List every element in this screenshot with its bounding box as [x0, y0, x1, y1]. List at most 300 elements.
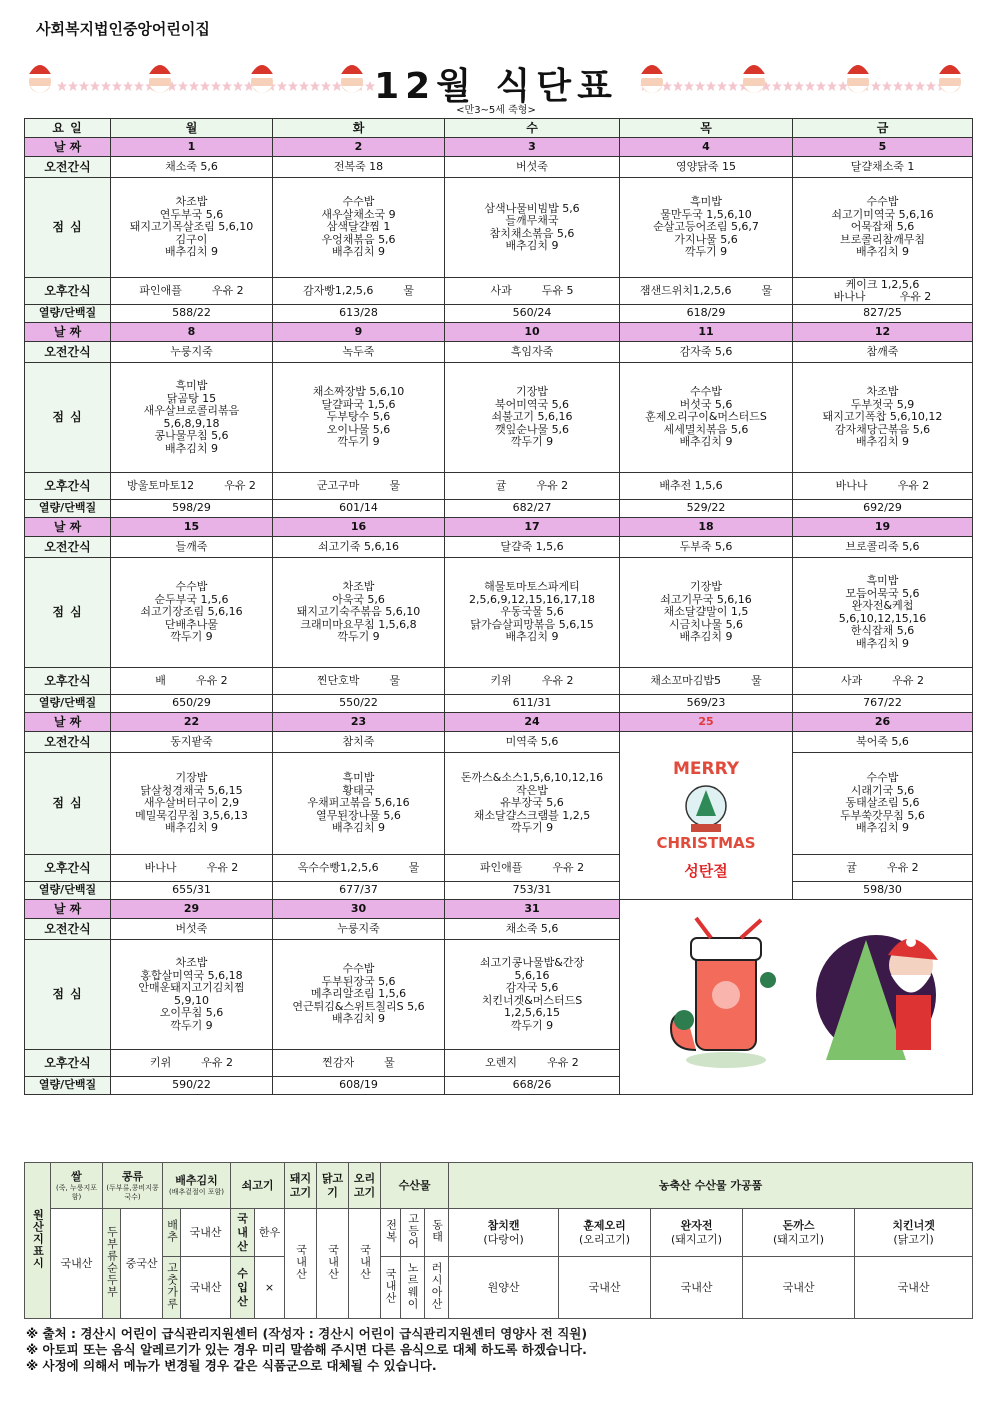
- date-cell: 17: [445, 518, 620, 537]
- date-cell: 19: [793, 518, 973, 537]
- am-snack-cell: 참치죽: [273, 732, 445, 753]
- row-label-date: 날 짜: [25, 900, 111, 919]
- menu-table: [24, 118, 973, 1095]
- lunch-item: 배추김치 9: [856, 435, 909, 449]
- beans-side: 두부류순두부: [103, 1209, 121, 1319]
- processed-value-3: 국내산: [743, 1257, 855, 1319]
- kimchi-pepper: 고춧가루: [163, 1257, 181, 1319]
- lunch-cell: [273, 753, 445, 855]
- seafood-value-2: 러시아산: [425, 1257, 449, 1319]
- processed-value-4: 국내산: [855, 1257, 973, 1319]
- lunch-item: 수수밥: [866, 195, 899, 209]
- pm-snack-cell: [273, 473, 445, 500]
- date-cell: 3: [445, 138, 620, 157]
- date-cell: 22: [111, 713, 273, 732]
- lunch-item: 5,6,16: [514, 968, 550, 982]
- date-cell: 24: [445, 713, 620, 732]
- lunch-item: 삼색달걀찜 1: [326, 220, 391, 234]
- pm-snack-cell: [111, 278, 273, 305]
- note-source: ※ 출처 : 경산시 어린이 급식관리지원센터 (작성자 : 경산시 어린이 급식관리지원센터 영양사 전 직원): [26, 1326, 588, 1341]
- lunch-item: 치킨너겟&머스터드S: [481, 993, 583, 1007]
- date-cell: 18: [620, 518, 793, 537]
- lunch-item: 돼지고기숙주볶음 5,6,10: [296, 605, 421, 619]
- pm-snack-item: 오렌지: [485, 1055, 518, 1069]
- kcal-cell: 613/28: [273, 305, 445, 323]
- origin-side-label: 원산지표시: [25, 1163, 51, 1319]
- pm-snack-item: 잼샌드위치1,2,5,6: [639, 283, 732, 297]
- lunch-cell: [273, 178, 445, 278]
- pm-snack-item: 바나나: [835, 478, 868, 492]
- pm-snack-item: 찐단호박: [316, 673, 360, 687]
- christmas-holiday-cell: [620, 732, 793, 900]
- kcal-cell: 529/22: [620, 500, 793, 518]
- row-label-lunch: 점 심: [25, 363, 111, 473]
- pm-snack-drink: 우유 2: [195, 673, 228, 687]
- pm-snack-drink: 우유 2: [206, 860, 239, 874]
- row-label-date: 날 짜: [25, 713, 111, 732]
- lunch-item: 어묵잡채 5,6: [850, 220, 915, 234]
- lunch-item: 메밀묵김무침 3,5,6,13: [135, 808, 248, 822]
- am-snack-cell: 동지팥죽: [111, 732, 273, 753]
- pm-snack-item: 감자빵1,2,5,6: [302, 283, 374, 297]
- pm-snack-cell: [111, 473, 273, 500]
- pm-snack-drink: 우유 2: [897, 478, 930, 492]
- lunch-cell: [445, 753, 620, 855]
- date-cell: 30: [273, 900, 445, 919]
- lunch-cell: [273, 363, 445, 473]
- kimchi-pepper-value: 국내산: [181, 1257, 231, 1319]
- pm-snack-drink: 우유 2: [541, 673, 574, 687]
- pm-snack-drink: 우유 2: [899, 290, 932, 303]
- note-allergy: ※ 아토피 또는 음식 알레르기가 있는 경우 미리 말씀해 주시면 다른 음식으로 대체 하도록 하겠습니다.: [26, 1342, 587, 1357]
- lunch-item: 돈까스&소스1,5,6,10,12,16: [460, 771, 604, 785]
- date-cell: 8: [111, 323, 273, 342]
- kcal-cell: 682/27: [445, 500, 620, 518]
- lunch-item: 완자전&케첩: [851, 599, 914, 612]
- lunch-item: 우엉채볶음 5,6: [321, 232, 396, 246]
- row-label-am-snack: 오전간식: [25, 157, 111, 178]
- lunch-item: 홍합살미역국 5,6,18: [140, 968, 243, 982]
- christmas-globe-icon: [651, 754, 761, 854]
- pm-snack-cell: [273, 668, 445, 695]
- pm-snack-item: 파인애플: [479, 860, 523, 874]
- am-snack-cell: 채소죽 5,6: [111, 157, 273, 178]
- weekday-header: 금: [793, 119, 973, 138]
- lunch-cell: [793, 753, 973, 855]
- pm-snack-item: 배추전 1,5,6: [659, 478, 723, 492]
- kcal-cell: 601/14: [273, 500, 445, 518]
- lunch-item: 우동국물 5,6: [500, 605, 564, 619]
- kcal-cell: 588/22: [111, 305, 273, 323]
- beans-value: 중국산: [121, 1209, 163, 1319]
- lunch-item: 배추김치 9: [856, 821, 909, 835]
- lunch-item: 시금치나물 5,6: [668, 617, 744, 631]
- am-snack-cell: 달걀채소죽 1: [793, 157, 973, 178]
- lunch-item: 배추김치 9: [505, 239, 559, 252]
- kimchi-cabbage-value: 국내산: [181, 1209, 231, 1257]
- date-cell: 1: [111, 138, 273, 157]
- lunch-item: 차조밥: [342, 580, 375, 594]
- lunch-item: 연두부국 5,6: [159, 207, 224, 221]
- beef-domestic: 국내산: [231, 1209, 255, 1257]
- kcal-cell: 560/24: [445, 305, 620, 323]
- lunch-item: 깍두기 9: [510, 1018, 554, 1032]
- lunch-item: 수수밥: [175, 580, 208, 594]
- row-label-pm-snack: 오후간식: [25, 278, 111, 305]
- christmas-illustration-cell: [620, 900, 973, 1095]
- lunch-item: 배추김치 9: [505, 630, 559, 644]
- kimchi-cabbage: 배추: [163, 1209, 181, 1257]
- lunch-item: 두부젓국 5,9: [850, 397, 915, 411]
- processed-value-2: 국내산: [651, 1257, 743, 1319]
- date-cell: 5: [793, 138, 973, 157]
- lunch-item: 김구이: [175, 232, 208, 246]
- lunch-item: 물만두국 1,5,6,10: [660, 207, 752, 221]
- beans-head: 콩류 (두부류,콩비지콩국수): [103, 1163, 163, 1209]
- lunch-item: 새우살버터구이 2,9: [143, 796, 240, 810]
- lunch-item: 시래기국 5,6: [850, 783, 915, 797]
- lunch-item: 배추김치 9: [332, 1012, 385, 1026]
- pm-snack-item: 귤: [846, 860, 857, 874]
- lunch-item: 돼지고기목살조림 5,6,10: [129, 220, 254, 234]
- kcal-cell: 598/30: [793, 882, 973, 900]
- seafood-value-0: 국내산: [381, 1257, 401, 1319]
- beef-import: 수입산: [231, 1257, 255, 1319]
- lunch-cell: [620, 178, 793, 278]
- lunch-item: 콩나물무침 5,6: [154, 429, 229, 442]
- pm-snack-item: 키위: [149, 1055, 172, 1069]
- lunch-item: 감자채당근볶음 5,6: [834, 422, 931, 436]
- lunch-item: 배추김치 9: [856, 636, 909, 650]
- pm-snack-drink: 우유 2: [547, 1055, 579, 1069]
- row-label-lunch: 점 심: [25, 753, 111, 855]
- am-snack-cell: 녹두죽: [273, 342, 445, 363]
- lunch-cell: [111, 363, 273, 473]
- lunch-item: 세세멸치볶음 5,6: [663, 422, 749, 436]
- row-label-lunch: 점 심: [25, 558, 111, 668]
- date-cell: 10: [445, 323, 620, 342]
- lunch-cell: [273, 558, 445, 668]
- lunch-item: 메추리알조림 1,5,6: [310, 987, 407, 1001]
- processed-item-1: 훈제오리 (오리고기): [559, 1209, 651, 1257]
- pm-snack-item: 키위: [490, 673, 512, 687]
- pm-snack-drink: 우유 2: [892, 673, 924, 687]
- am-snack-cell: 감자죽 5,6: [620, 342, 793, 363]
- lunch-item: 흑미밥: [690, 195, 722, 209]
- pm-snack-cell: [273, 1050, 445, 1077]
- pork-value: 국내산: [285, 1209, 317, 1319]
- lunch-item: 오이나물 5,6: [326, 422, 391, 436]
- am-snack-cell: 두부죽 5,6: [620, 537, 793, 558]
- processed-item-0: 참치캔 (다랑어): [449, 1209, 559, 1257]
- pm-snack-drink: 물: [403, 283, 414, 297]
- seafood-item-0: 전복: [381, 1209, 401, 1257]
- lunch-cell: [111, 558, 273, 668]
- lunch-cell: [445, 363, 620, 473]
- pm-snack-drink: 물: [408, 860, 420, 874]
- pm-snack-cell: [273, 855, 445, 882]
- rice-head: 쌀 (죽, 누룽지포함): [51, 1163, 103, 1209]
- pm-snack-cell: [273, 278, 445, 305]
- lunch-item: 오이무침 5,6: [159, 1006, 224, 1019]
- row-label-lunch: 점 심: [25, 178, 111, 278]
- lunch-item: 기장밥: [175, 771, 208, 785]
- lunch-item: 두부탕수 5,6: [326, 410, 391, 424]
- lunch-cell: [445, 940, 620, 1050]
- processed-value-1: 국내산: [559, 1257, 651, 1319]
- pm-snack-cell: [793, 278, 973, 305]
- pm-snack-cell: [111, 855, 273, 882]
- lunch-item: 차조밥: [175, 195, 208, 209]
- pm-snack-drink: 물: [761, 283, 773, 297]
- lunch-item: 수수밥: [342, 195, 375, 209]
- lunch-item: 단배추나물: [164, 617, 219, 631]
- pm-snack-item: 사과: [490, 283, 512, 297]
- lunch-item: 열무된장나물 5,6: [316, 808, 401, 822]
- lunch-cell: [111, 940, 273, 1050]
- pm-snack-item: 사과: [840, 673, 863, 687]
- am-snack-cell: 버섯죽: [111, 919, 273, 940]
- date-cell: 15: [111, 518, 273, 537]
- kimchi-head: 배추김치 (배추겉절이 포함): [163, 1163, 231, 1209]
- kcal-cell: 677/37: [273, 882, 445, 900]
- lunch-item: 기장밥: [690, 580, 722, 594]
- lunch-item: 수수밥: [690, 385, 722, 399]
- kcal-cell: 611/31: [445, 695, 620, 713]
- pm-snack-item: 귤: [495, 478, 507, 492]
- date-cell: 26: [793, 713, 973, 732]
- pm-snack-drink: 물: [384, 1055, 395, 1069]
- lunch-item: 해물토마토스파게티: [484, 580, 580, 594]
- lunch-item: 돼지고기폭찹 5,6,10,12: [822, 410, 943, 424]
- kcal-cell: 550/22: [273, 695, 445, 713]
- duck-value: 국내산: [349, 1209, 381, 1319]
- lunch-item: 우채퍼고볶음 5,6,16: [307, 796, 410, 810]
- lunch-item: 배추김치 9: [679, 630, 733, 644]
- holiday-label: 성탄절: [684, 862, 728, 880]
- row-label-pm-snack: 오후간식: [25, 473, 111, 500]
- processed-value-0: 원양산: [449, 1257, 559, 1319]
- weekday-header: 목: [620, 119, 793, 138]
- christmas-decoration-icon: [636, 900, 956, 1090]
- pm-snack-drink: 물: [389, 673, 401, 687]
- lunch-item: 깍두기 9: [337, 630, 380, 644]
- lunch-item: 2,5,6,9,12,15,16,17,18: [469, 592, 595, 606]
- lunch-item: 쇠고기미역국 5,6,16: [831, 207, 934, 221]
- row-label-pm-snack: 오후간식: [25, 1050, 111, 1077]
- lunch-item: 두부된장국 5,6: [321, 974, 396, 988]
- date-cell: 29: [111, 900, 273, 919]
- lunch-item: 1,2,5,6,15: [504, 1006, 560, 1019]
- lunch-item: 아욱국 5,6: [332, 592, 385, 606]
- lunch-item: 훈제오리구이&머스터드S: [645, 410, 767, 424]
- lunch-item: 브로콜리참깨무침: [839, 232, 925, 246]
- am-snack-cell: 누룽지죽: [111, 342, 273, 363]
- lunch-cell: [111, 178, 273, 278]
- chicken-head: 닭고기: [317, 1163, 349, 1209]
- lunch-item: 깻잎순나물 5,6: [494, 422, 570, 436]
- page-subtitle: <만3~5세 죽형>: [456, 105, 536, 116]
- row-label-pm-snack: 오후간식: [25, 855, 111, 882]
- lunch-item: 차조밥: [866, 385, 899, 399]
- lunch-cell: [111, 753, 273, 855]
- lunch-item: 깍두기 9: [170, 630, 213, 644]
- lunch-item: 기장밥: [516, 385, 548, 399]
- lunch-item: 새우살브로콜리볶음: [143, 404, 240, 417]
- row-label-am-snack: 오전간식: [25, 537, 111, 558]
- lunch-item: 삼색나물비빔밥 5,6: [484, 201, 580, 215]
- note-change: ※ 사정에 의해서 메뉴가 변경될 경우 같은 식품군으로 대체될 수 있습니다.: [26, 1358, 437, 1373]
- pm-snack-drink: 물: [389, 478, 401, 492]
- row-label-kcal: 열량/단백질: [25, 305, 111, 323]
- am-snack-cell: 참깨죽: [793, 342, 973, 363]
- lunch-item: 동태살조림 5,6: [845, 796, 920, 810]
- lunch-item: 배추김치 9: [332, 821, 385, 835]
- am-snack-cell: 전복죽 18: [273, 157, 445, 178]
- kcal-cell: 590/22: [111, 1077, 273, 1095]
- processed-item-4: 치킨너겟 (닭고기): [855, 1209, 973, 1257]
- notes: [26, 1326, 587, 1374]
- row-label-pm-snack: 오후간식: [25, 668, 111, 695]
- lunch-item: 채소달걀말이 1,5: [663, 605, 749, 619]
- row-label-date: 날 짜: [25, 138, 111, 157]
- row-label-am-snack: 오전간식: [25, 919, 111, 940]
- pm-snack-drink: 우유 2: [536, 478, 569, 492]
- pm-snack-drink: 우유 2: [886, 860, 919, 874]
- seafood-head: 수산물: [381, 1163, 449, 1209]
- lunch-item: 작은밥: [516, 783, 548, 797]
- date-cell: 11: [620, 323, 793, 342]
- am-snack-cell: 흑임자죽: [445, 342, 620, 363]
- pm-snack-cell: [445, 668, 620, 695]
- lunch-cell: [793, 363, 973, 473]
- date-cell: 16: [273, 518, 445, 537]
- pm-snack-cell: [620, 668, 793, 695]
- duck-head: 오리고기: [349, 1163, 381, 1209]
- lunch-item: 쇠고기콩나물밥&간장: [479, 956, 585, 969]
- lunch-item: 깍두기 9: [510, 435, 554, 449]
- pm-snack-item: 찐감자: [322, 1055, 355, 1069]
- lunch-item: 북어미역국 5,6: [494, 397, 570, 411]
- org-name: 사회복지법인중앙어린이집: [36, 20, 210, 38]
- lunch-item: 새우살채소국 9: [321, 207, 396, 221]
- row-label-kcal: 열량/단백질: [25, 500, 111, 518]
- svg-text:MERRY: MERRY: [672, 758, 740, 779]
- lunch-item: 차조밥: [175, 956, 208, 969]
- origin-table: [24, 1162, 973, 1319]
- pm-snack-item: 파인애플: [139, 283, 182, 297]
- pm-snack-item: 방울토마토12: [127, 478, 195, 492]
- row-label-date: 날 짜: [25, 323, 111, 342]
- pm-snack-drink: 두유 5: [541, 283, 574, 297]
- am-snack-cell: 채소죽 5,6: [445, 919, 620, 940]
- kcal-cell: 767/22: [793, 695, 973, 713]
- row-label-kcal: 열량/단백질: [25, 695, 111, 713]
- pm-snack-cell: [793, 668, 973, 695]
- weekday-header: 월: [111, 119, 273, 138]
- date-cell: 25: [620, 713, 793, 732]
- lunch-cell: [273, 940, 445, 1050]
- lunch-item: 쇠고기장조림 5,6,16: [140, 605, 243, 619]
- kcal-cell: 692/29: [793, 500, 973, 518]
- lunch-item: 안매운돼지고기김치찜: [138, 981, 245, 994]
- weekday-header: 화: [273, 119, 445, 138]
- kcal-cell: 569/23: [620, 695, 793, 713]
- lunch-cell: [445, 558, 620, 668]
- lunch-item: 배추김치 9: [332, 245, 385, 259]
- pm-snack-item: 옥수수빵1,2,5,6: [297, 860, 379, 874]
- lunch-item: 깍두기 9: [510, 821, 554, 835]
- kcal-cell: 753/31: [445, 882, 620, 900]
- rice-value: 국내산: [51, 1209, 103, 1319]
- lunch-item: 5,6,10,12,15,16: [838, 611, 927, 625]
- lunch-item: 유부장국 5,6: [500, 796, 564, 810]
- am-snack-cell: 들깨죽: [111, 537, 273, 558]
- row-label-kcal: 열량/단백질: [25, 882, 111, 900]
- date-cell: 9: [273, 323, 445, 342]
- svg-text:CHRISTMAS: CHRISTMAS: [656, 833, 756, 852]
- lunch-item: 흑미밥: [175, 379, 208, 392]
- lunch-cell: [793, 558, 973, 668]
- kcal-cell: 655/31: [111, 882, 273, 900]
- lunch-item: 들깨무채국: [505, 214, 559, 227]
- kcal-cell: 598/29: [111, 500, 273, 518]
- lunch-item: 배추김치 9: [679, 435, 733, 449]
- pm-snack-cell: [445, 855, 620, 882]
- lunch-item: 5,9,10: [174, 993, 209, 1007]
- pm-snack-drink: 물: [751, 673, 762, 687]
- lunch-cell: [445, 178, 620, 278]
- pm-snack-cell: [111, 1050, 273, 1077]
- pm-snack-cell: [793, 855, 973, 882]
- lunch-item: 배추김치 9: [856, 245, 909, 259]
- beef-head: 쇠고기: [231, 1163, 285, 1209]
- pm-snack-drink: 우유 2: [211, 283, 244, 297]
- lunch-item: 배추김치 9: [165, 821, 218, 835]
- lunch-item: 수수밥: [342, 962, 375, 976]
- row-label-date: 날 짜: [25, 518, 111, 537]
- lunch-item: 5,6,8,9,18: [163, 416, 220, 430]
- lunch-item: 한식잡채 5,6: [850, 624, 915, 637]
- lunch-cell: [793, 178, 973, 278]
- lunch-item: 닭곰탕 15: [166, 391, 217, 405]
- lunch-item: 두부쑥갓무침 5,6: [840, 808, 925, 822]
- weekday-header-label: 요 일: [25, 119, 111, 138]
- pm-snack-item: 배: [155, 673, 166, 687]
- lunch-item: 깍두기 9: [170, 1018, 213, 1032]
- lunch-item: 닭살청경채국 5,6,15: [140, 783, 243, 797]
- beef-hanwoo: 한우: [255, 1209, 285, 1257]
- pm-snack-item: 바나나: [833, 290, 866, 303]
- am-snack-cell: 달걀죽 1,5,6: [445, 537, 620, 558]
- date-cell: 23: [273, 713, 445, 732]
- pm-snack-drink: 우유 2: [224, 478, 256, 492]
- pm-snack-item: 채소꼬마김밥5: [650, 673, 722, 687]
- kcal-cell: 608/19: [273, 1077, 445, 1095]
- lunch-item: 깍두기 9: [337, 435, 380, 449]
- lunch-item: 버섯국 5,6: [679, 397, 733, 411]
- lunch-item: 감자국 5,6: [505, 981, 559, 994]
- kcal-cell: 618/29: [620, 305, 793, 323]
- pm-snack-item: 군고구마: [316, 478, 360, 492]
- lunch-item: 황태국: [342, 783, 375, 797]
- date-cell: 2: [273, 138, 445, 157]
- kcal-cell: 827/25: [793, 305, 973, 323]
- lunch-cell: [620, 363, 793, 473]
- am-snack-cell: 누룽지죽: [273, 919, 445, 940]
- lunch-item: 수수밥: [866, 771, 899, 785]
- chicken-value: 국내산: [317, 1209, 349, 1319]
